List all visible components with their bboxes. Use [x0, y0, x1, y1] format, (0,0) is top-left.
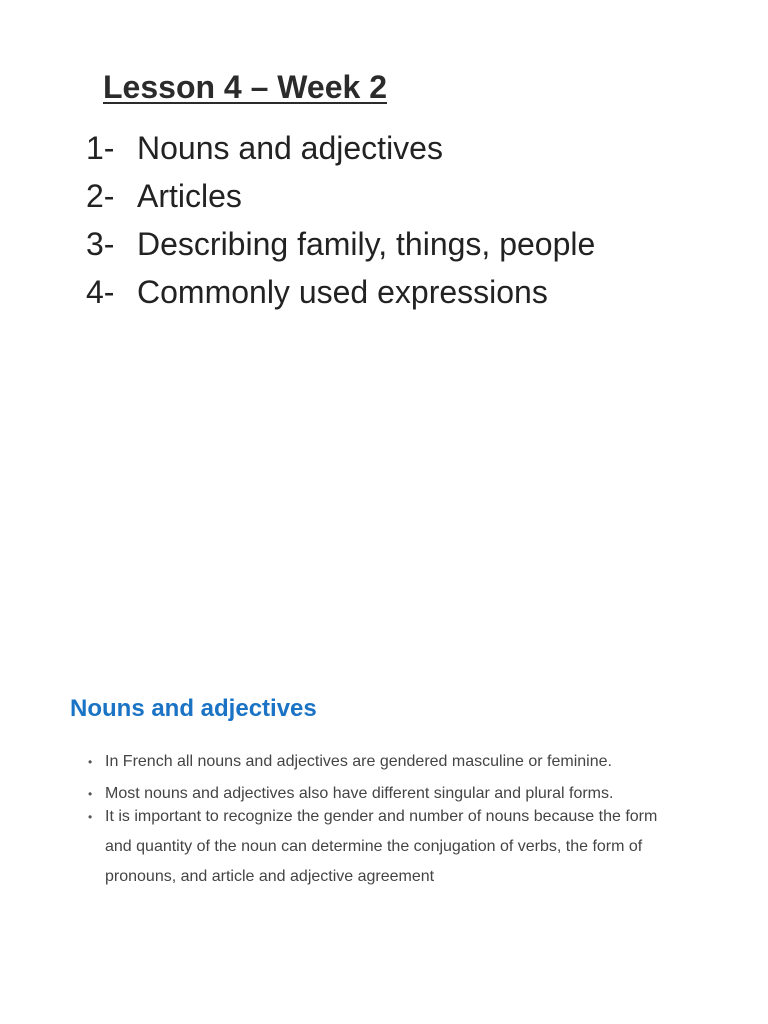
topic-number: 4-	[86, 274, 115, 310]
bullet-icon: •	[88, 755, 93, 769]
topic-label: Commonly used expressions	[137, 274, 548, 310]
bullet-text: It is important to recognize the gender and number of nouns because the form and quantity of the noun can determine the conjugation of verbs, the form of pronouns, and article and adjective agreement	[105, 808, 658, 885]
bullet-icon: •	[88, 787, 93, 801]
bullet-item	[88, 802, 688, 892]
section-heading: Nouns and adjectives	[70, 695, 317, 722]
topic-item	[86, 220, 595, 268]
bullet-item	[88, 750, 688, 774]
topic-label: Describing family, things, people	[137, 226, 596, 262]
topic-number: 3-	[86, 226, 115, 262]
topic-label: Articles	[137, 178, 242, 214]
topic-item	[86, 124, 595, 172]
topic-number: 2-	[86, 178, 115, 214]
page-title: Lesson 4 – Week 2	[103, 69, 387, 105]
topic-item	[86, 172, 595, 220]
bullet-text: In French all nouns and adjectives are gendered masculine or feminine.	[105, 753, 612, 770]
topic-label: Nouns and adjectives	[137, 130, 443, 166]
bullet-text: Most nouns and adjectives also have different singular and plural forms.	[105, 785, 614, 802]
topic-number: 1-	[86, 130, 115, 166]
topic-item	[86, 268, 595, 316]
topic-list	[86, 124, 595, 316]
bullet-icon: •	[88, 810, 93, 824]
